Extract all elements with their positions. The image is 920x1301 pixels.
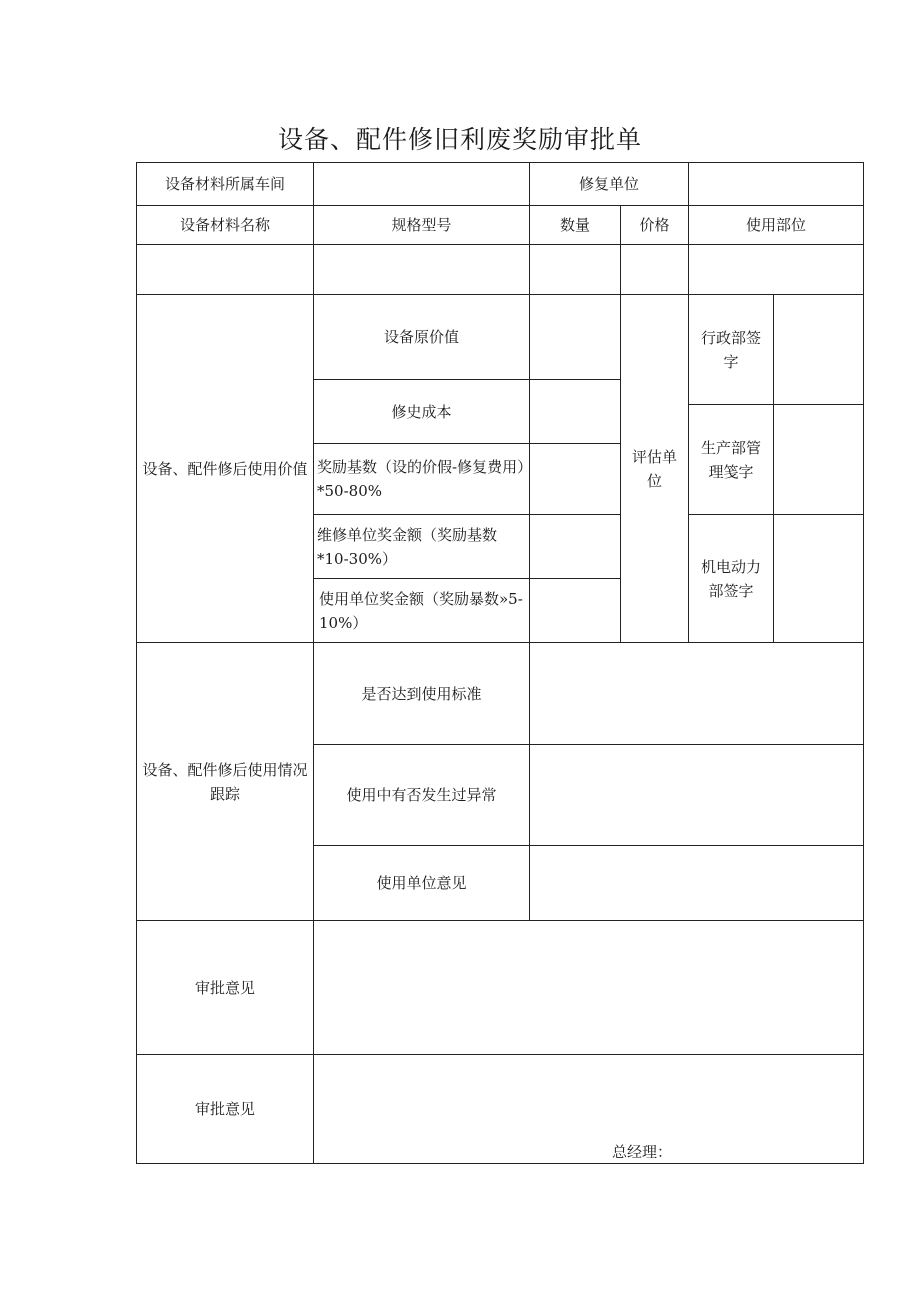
value-section-label: 设备、配件修后使用价值 — [142, 459, 308, 478]
item-spec-field[interactable] — [314, 245, 529, 294]
production-dept-signature-field[interactable] — [774, 405, 863, 514]
production-dept-signature-label: 生产部管理笺字 — [700, 438, 761, 481]
approval-label-1: 审批意见 — [194, 978, 255, 997]
item-price-field[interactable] — [621, 245, 688, 294]
item-name-field[interactable] — [137, 245, 313, 294]
abnormality-label: 使用中有否发生过异常 — [346, 786, 497, 804]
header-price: 价格 — [639, 216, 670, 234]
reward-base-field[interactable] — [530, 444, 620, 514]
header-name: 设备材料名称 — [179, 216, 270, 234]
form-title: 设备、配件修旧利废奖励审批单 — [277, 125, 642, 154]
item-usage-field[interactable] — [689, 245, 863, 294]
approval-field-1[interactable] — [314, 921, 863, 1054]
repair-unit-bonus-field[interactable] — [530, 515, 620, 578]
header-spec: 规格型号 — [391, 216, 452, 234]
electromech-dept-signature-field[interactable] — [774, 515, 863, 642]
user-unit-bonus-label: 使用单位奖金额（奖励暴数»5-10%） — [319, 589, 523, 632]
repair-unit-bonus-label: 维修单位奖金额（奖励基数*10-30%） — [317, 525, 498, 568]
approval-label-2: 审批意见 — [194, 1100, 255, 1118]
meets-standard-field[interactable] — [530, 643, 863, 744]
original-value-field[interactable] — [530, 295, 620, 379]
general-manager-label: 总经理： — [612, 1143, 673, 1161]
item-qty-field[interactable] — [530, 245, 620, 294]
admin-dept-signature-label: 行政部签字 — [700, 328, 761, 371]
repair-unit-field[interactable] — [689, 163, 863, 205]
original-value-label: 设备原价值 — [383, 328, 459, 346]
user-unit-opinion-field[interactable] — [530, 846, 863, 920]
electromech-dept-signature-label: 机电动力部签字 — [700, 557, 761, 600]
approval-field-2[interactable] — [314, 1055, 863, 1163]
repair-unit-label: 修复单位 — [578, 175, 639, 193]
reward-base-label: 奖励基数（设的价假-修复费用）*50-80% — [317, 458, 525, 500]
workshop-label: 设备材料所属车间 — [164, 175, 285, 193]
meets-standard-label: 是否达到使用标准 — [361, 684, 482, 703]
header-qty: 数量 — [559, 216, 590, 234]
header-usage: 使用部位 — [745, 216, 806, 234]
workshop-field[interactable] — [314, 163, 529, 205]
repair-cost-field[interactable] — [530, 380, 620, 443]
admin-dept-signature-field[interactable] — [774, 295, 863, 404]
user-unit-opinion-label: 使用单位意见 — [376, 874, 467, 892]
abnormality-field[interactable] — [530, 745, 863, 845]
tracking-section-label: 设备、配件修后使用情况跟踪 — [142, 760, 308, 803]
user-unit-bonus-field[interactable] — [530, 579, 620, 642]
eval-unit-label: 评估单位 — [631, 447, 677, 490]
repair-cost-label: 修史成本 — [391, 402, 452, 421]
